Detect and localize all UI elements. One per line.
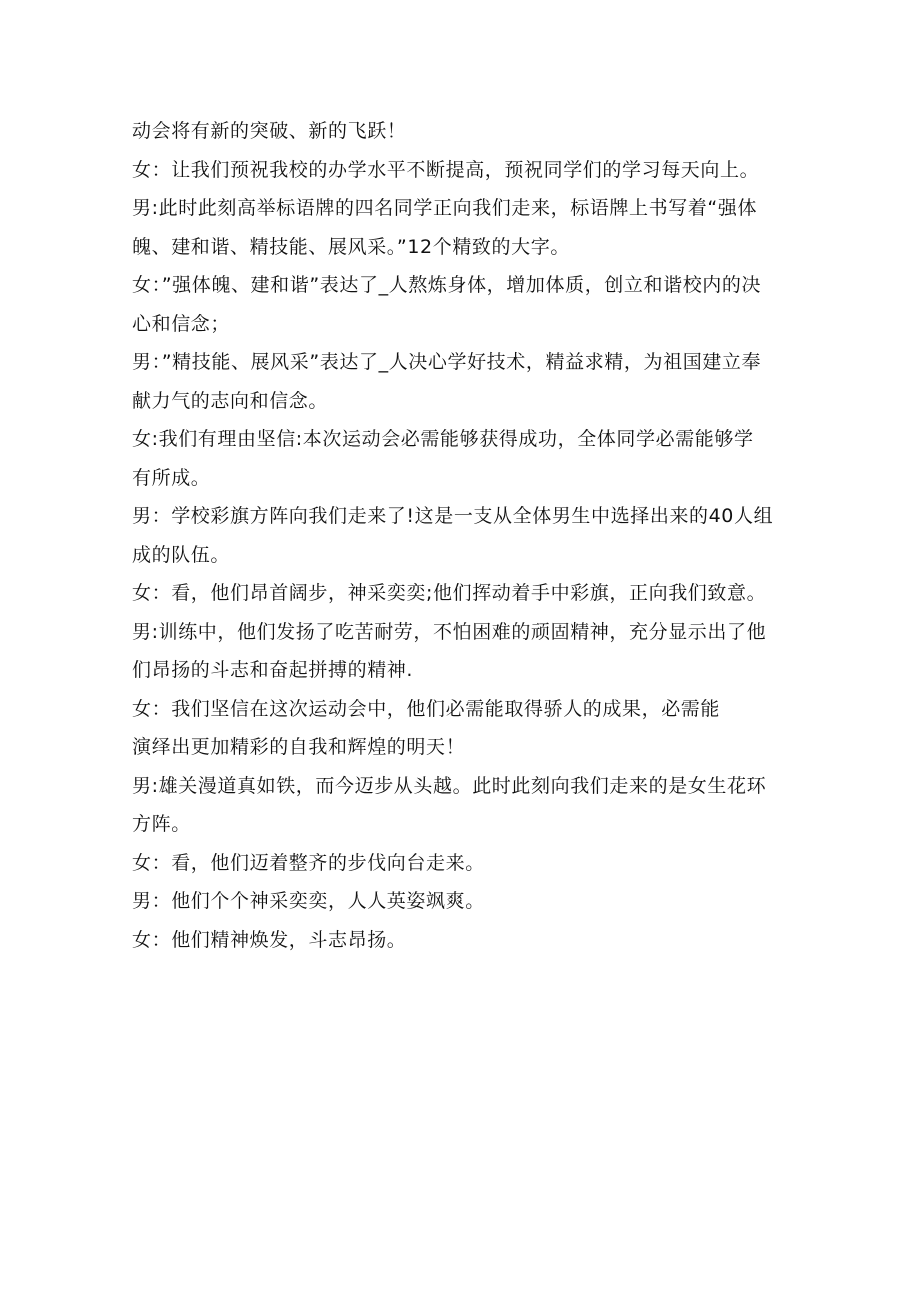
text-line: 成的队伍。 [132, 543, 231, 566]
text-line: 方阵。 [132, 813, 191, 835]
text-line: 男：”精技能、展风采”表达了_人决心学好技术，精益求精，为祖国建立奉 [132, 351, 762, 373]
text-line: 演绎出更加精彩的自我和辉煌的明天！ [132, 736, 466, 758]
text-line: 男:此时此刻高举标语牌的四名同学正向我们走来，标语牌上书写着“强体 [132, 197, 758, 219]
text-line: 有所成。 [132, 466, 211, 489]
text-line: 动会将有新的突破、新的飞跃！ [132, 120, 407, 142]
text-line: 女：他们精神焕发，斗志昂扬。 [132, 928, 407, 951]
text-line: 们昂扬的斗志和奋起拼搏的精神. [132, 659, 414, 681]
text-line: 女：我们坚信在这次运动会中，他们必需能取得骄人的成果，必需能 [132, 697, 721, 720]
text-line: 女：”强体魄、建和谐”表达了_人熬炼身体，增加体质，创立和谐校内的决 [132, 274, 762, 296]
text-line: 心和信念； [132, 312, 231, 335]
text-line: 男：学校彩旗方阵向我们走来了!这是一支从全体男生中选择出来的40人组 [132, 505, 774, 527]
text-line: 女：让我们预祝我校的办学水平不断提高，预祝同学们的学习每天向上。 [132, 158, 760, 181]
text-line: 女:我们有理由坚信:本次运动会必需能够获得成功，全体同学必需能够学 [132, 428, 754, 450]
text-line: 男:雄关漫道真如铁，而今迈步从头越。此时此刻向我们走来的是女生花环 [132, 774, 767, 797]
text-line: 献力气的志向和信念。 [132, 389, 329, 412]
document-body [132, 112, 792, 959]
text-line: 男：他们个个神采奕奕，人人英姿飒爽。 [132, 890, 485, 912]
text-line: 女：看，他们昂首阔步，神采奕奕;他们挥动着手中彩旗，正向我们致意。 [132, 582, 767, 604]
text-line: 魄、建和谐、精技能、展风采。”12个精致的大字。 [132, 235, 570, 258]
text-line: 男:训练中，他们发扬了吃苦耐劳，不怕困难的顽固精神，充分显示出了他 [132, 620, 767, 643]
text-line: 女：看，他们迈着整齐的步伐向台走来。 [132, 851, 485, 874]
